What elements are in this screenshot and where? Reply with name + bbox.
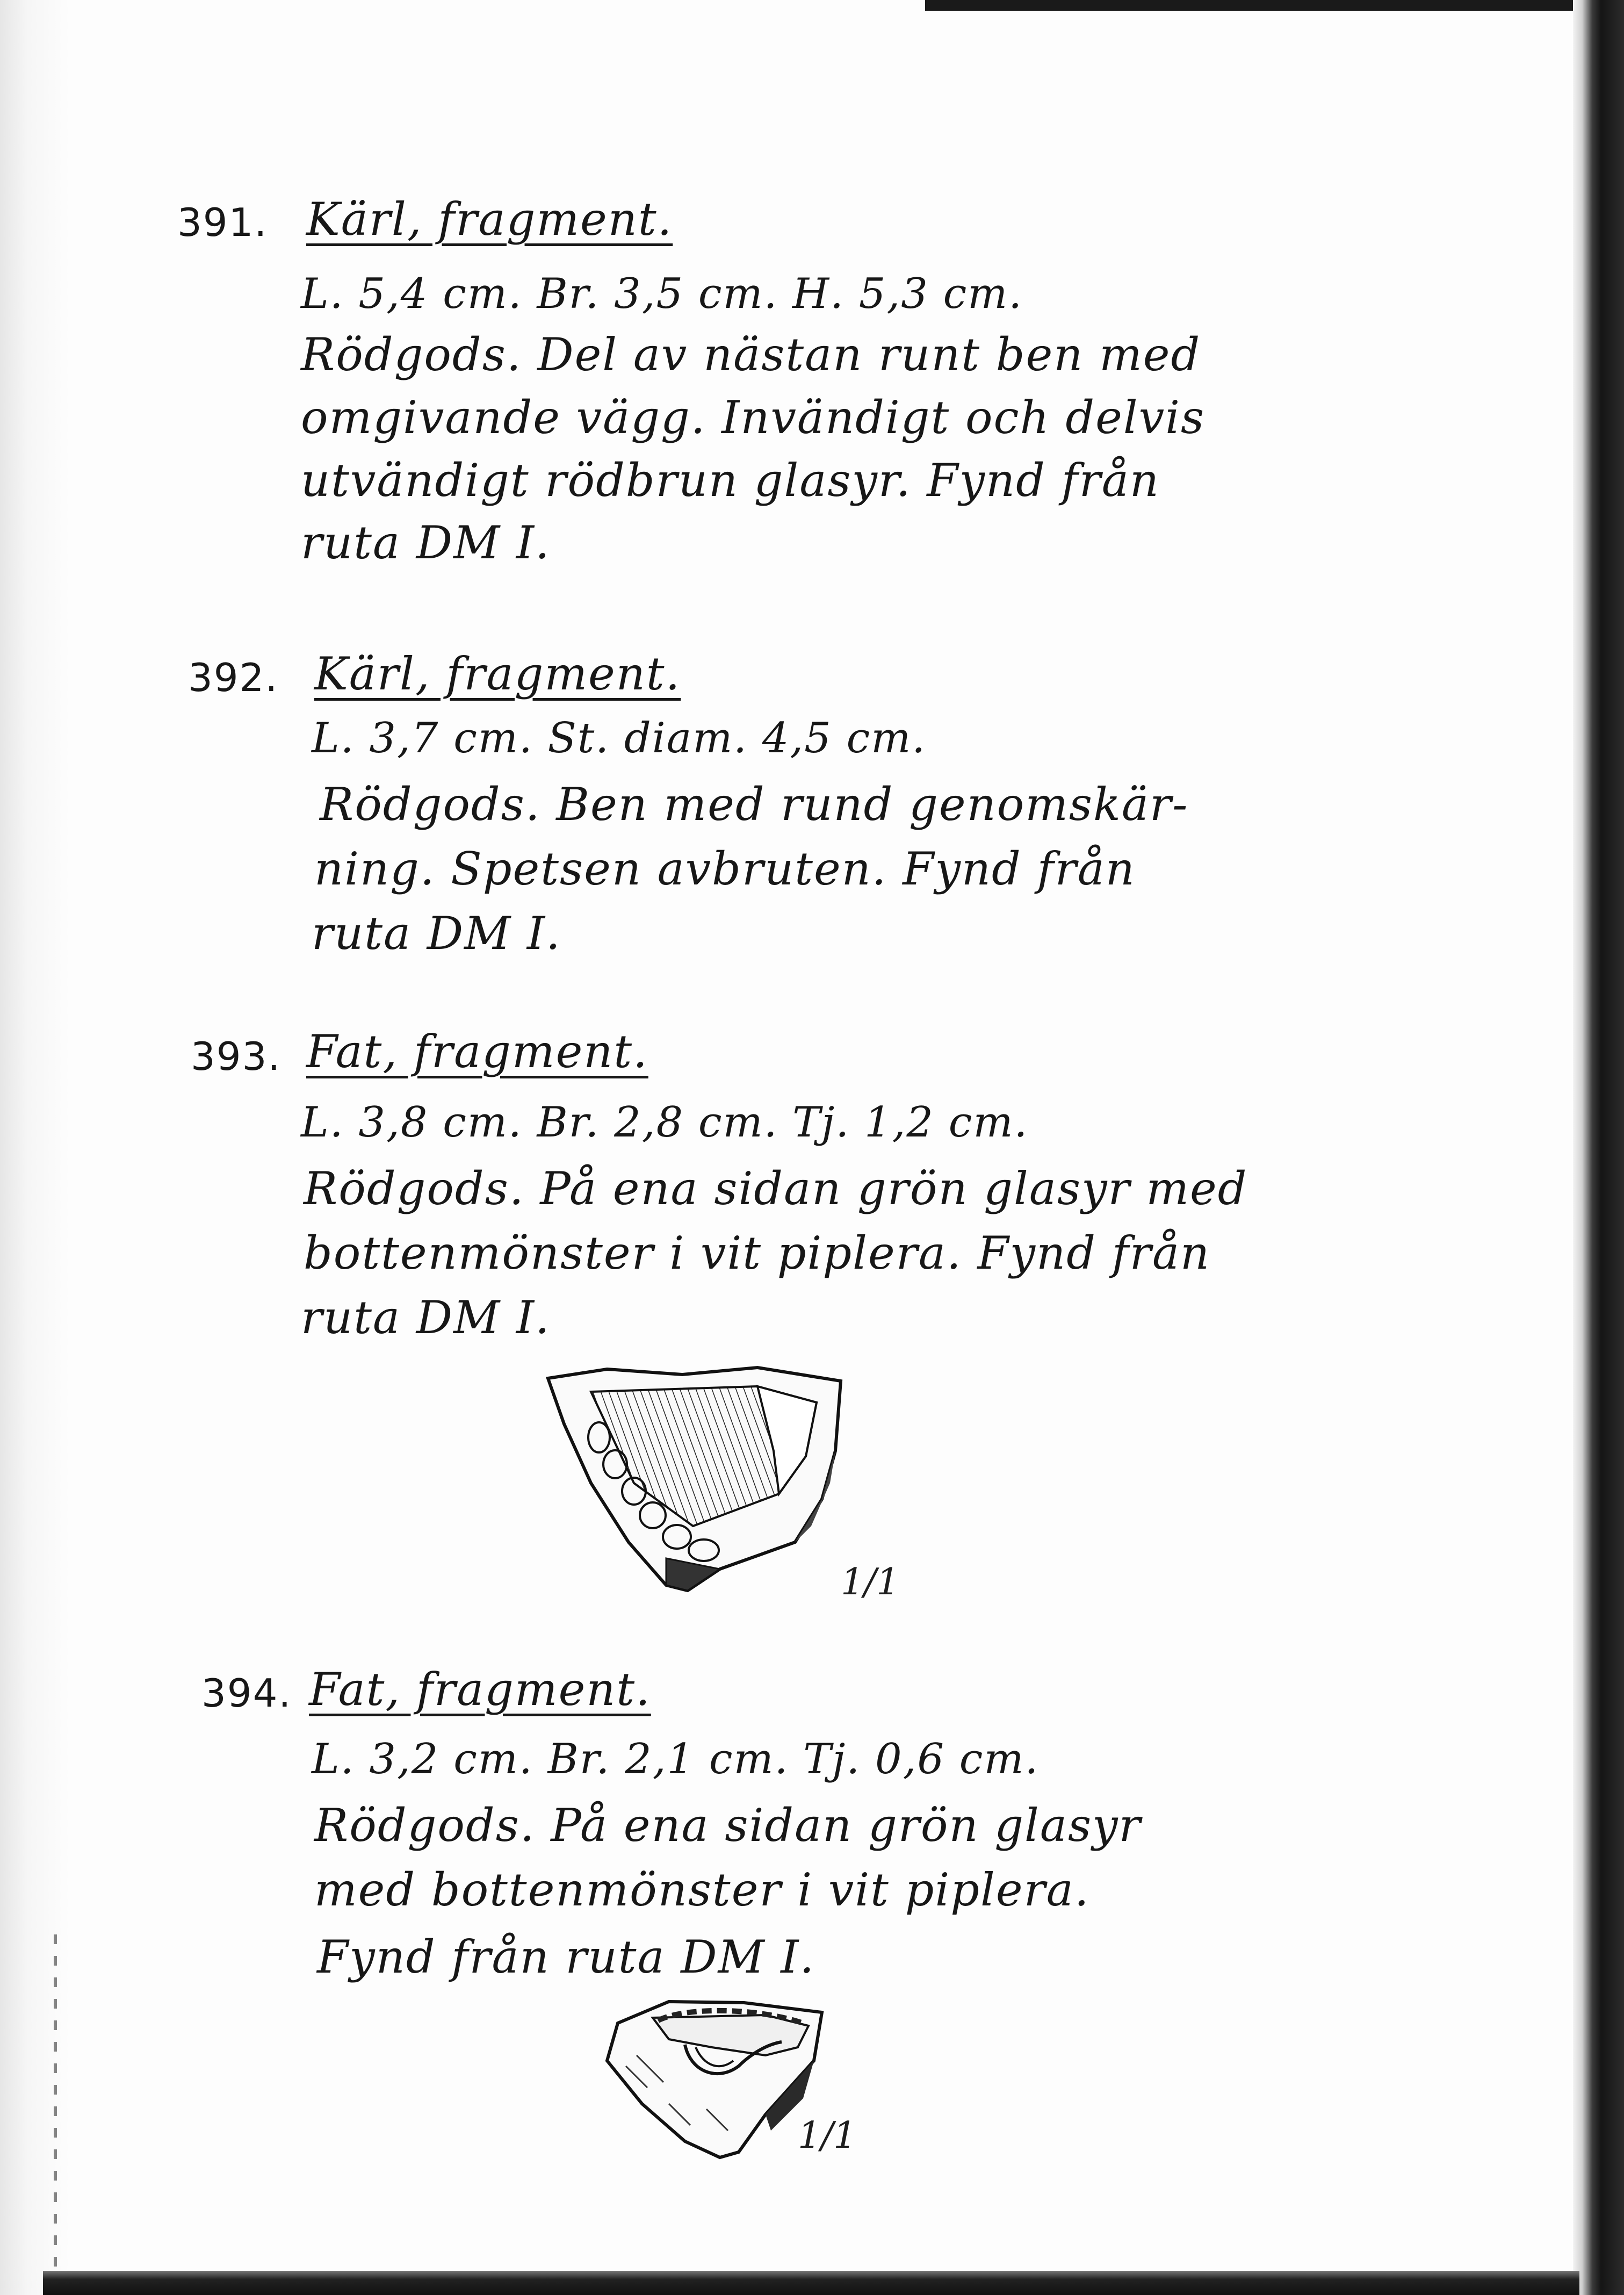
entry-dimensions: L. 3,8 cm. Br. 2,8 cm. Tj. 1,2 cm. <box>301 1098 1029 1147</box>
entry-dimensions: L. 3,7 cm. St. diam. 4,5 cm. <box>312 714 927 762</box>
entry-number: 394. <box>201 1671 292 1716</box>
entry-title: Fat, fragment. <box>309 1663 651 1716</box>
entry-title: Kärl, fragment. <box>306 193 673 246</box>
entry-text-line: med bottenmönster i vit piplera. <box>314 1864 1090 1916</box>
entry-text-line: ruta DM I. <box>301 1291 551 1344</box>
scale-label: 1/1 <box>841 1561 900 1603</box>
entry-text-line: ning. Spetsen avbruten. Fynd från <box>314 843 1136 895</box>
entry-text-line: Rödgods. På ena sidan grön glasyr <box>314 1799 1142 1852</box>
entry-text-line: omgivande vägg. Invändigt och delvis <box>301 391 1206 444</box>
binding-shadow <box>0 0 70 2295</box>
sherd-drawing-394 <box>604 1996 830 2163</box>
entry-dimensions: L. 5,4 cm. Br. 3,5 cm. H. 5,3 cm. <box>301 270 1023 318</box>
page-top-edge <box>925 0 1624 11</box>
page-bottom-edge <box>43 2271 1579 2295</box>
page-right-edge <box>1573 0 1624 2295</box>
sherd-drawing-393 <box>543 1365 854 1601</box>
binding-stitch <box>54 1934 57 2278</box>
entry-text-line: Rödgods. På ena sidan grön glasyr med <box>304 1162 1248 1215</box>
entry-text-line: Fynd från ruta DM I. <box>317 1931 815 1983</box>
entry-number: 392. <box>188 655 279 700</box>
entry-text-line: Rödgods. Del av nästan runt ben med <box>301 328 1201 381</box>
scale-label: 1/1 <box>798 2114 857 2157</box>
entry-text-line: ruta DM I. <box>301 516 551 569</box>
entry-text-line: ruta DM I. <box>312 907 561 960</box>
entry-title: Fat, fragment. <box>306 1025 648 1078</box>
entry-text-line: Rödgods. Ben med rund genomskär- <box>320 778 1189 831</box>
entry-title: Kärl, fragment. <box>314 648 681 700</box>
entry-text-line: bottenmönster i vit piplera. Fynd från <box>304 1227 1211 1279</box>
entry-text-line: utvändigt rödbrun glasyr. Fynd från <box>301 454 1160 507</box>
entry-number: 393. <box>191 1034 282 1079</box>
entry-number: 391. <box>177 200 268 245</box>
entry-dimensions: L. 3,2 cm. Br. 2,1 cm. Tj. 0,6 cm. <box>312 1735 1040 1783</box>
